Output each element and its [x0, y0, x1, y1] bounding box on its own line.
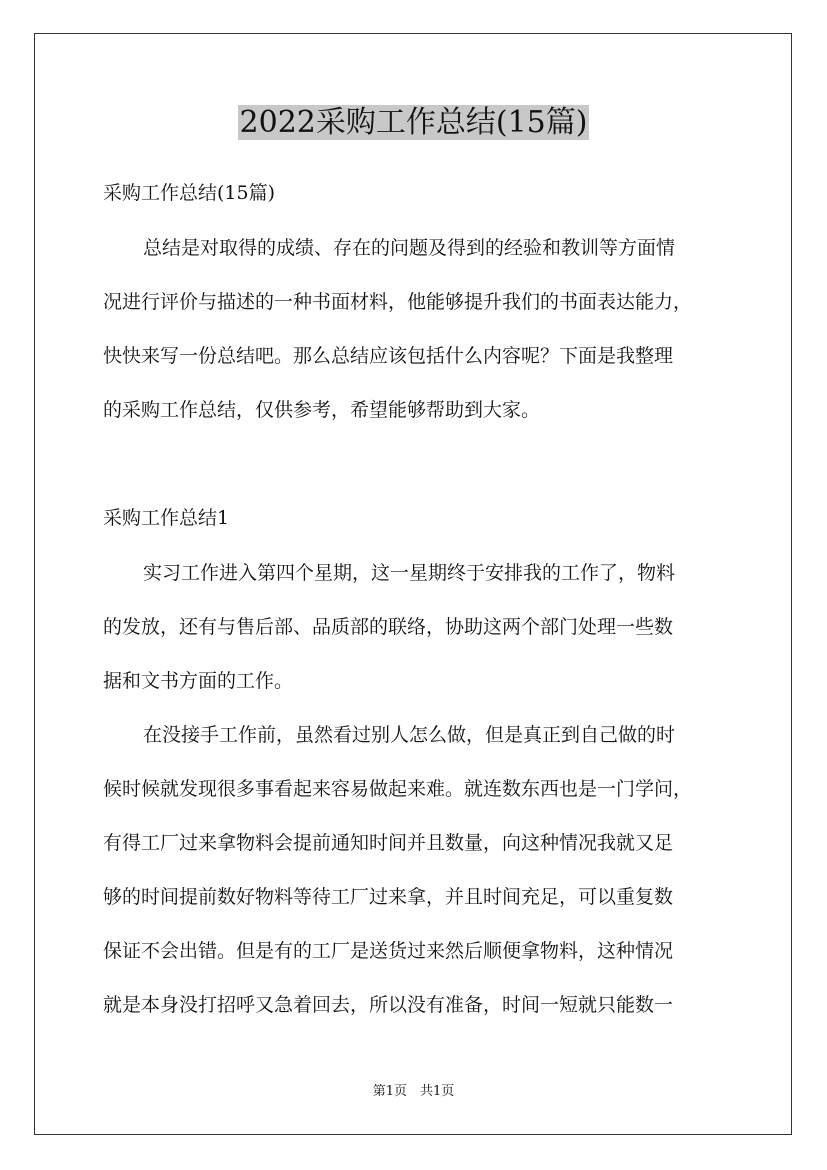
paragraph-line: 据和文书方面的工作。 [103, 670, 294, 692]
paragraph-line: 的发放，还有与售后部、品质部的联络，协助这两个部门处理一些数 [103, 616, 674, 638]
intro-line: 况进行评价与描述的一种书面材料，他能够提升我们的书面表达能力， [103, 291, 693, 313]
intro-line: 快快来写一份总结吧。那么总结应该包括什么内容呢？下面是我整理 [103, 345, 674, 367]
paragraph-line: 在没接手工作前，虽然看过别人怎么做，但是真正到自己做的时 [143, 724, 676, 746]
paragraph-line: 够的时间提前数好物料等待工厂过来拿，并且时间充足，可以重复数 [103, 886, 674, 908]
intro-line: 总结是对取得的成绩、存在的问题及得到的经验和教训等方面情 [143, 237, 676, 259]
paragraph-line: 实习工作进入第四个星期，这一星期终于安排我的工作了，物料 [143, 562, 676, 584]
page-footer: 第1页 共1页 [372, 1084, 455, 1099]
paragraph-line: 候时候就发现很多事看起来容易做起来难。就连数东西也是一门学问， [103, 778, 693, 800]
intro-line: 的采购工作总结，仅供参考，希望能够帮助到大家。 [103, 399, 541, 421]
document-title-text: 2022采购工作总结(15篇) [239, 105, 588, 140]
paragraph-line: 就是本身没打招呼又急着回去，所以没有准备，时间一短就只能数一 [103, 994, 674, 1016]
paragraph-line: 有得工厂过来拿物料会提前通知时间并且数量，向这种情况我就又足 [103, 832, 674, 854]
section-heading: 采购工作总结1 [103, 507, 230, 529]
document-title [0, 101, 827, 145]
document-subtitle: 采购工作总结(15篇) [103, 182, 276, 204]
paragraph-line: 保证不会出错。但是有的工厂是送货过来然后顺便拿物料，这种情况 [103, 940, 674, 962]
